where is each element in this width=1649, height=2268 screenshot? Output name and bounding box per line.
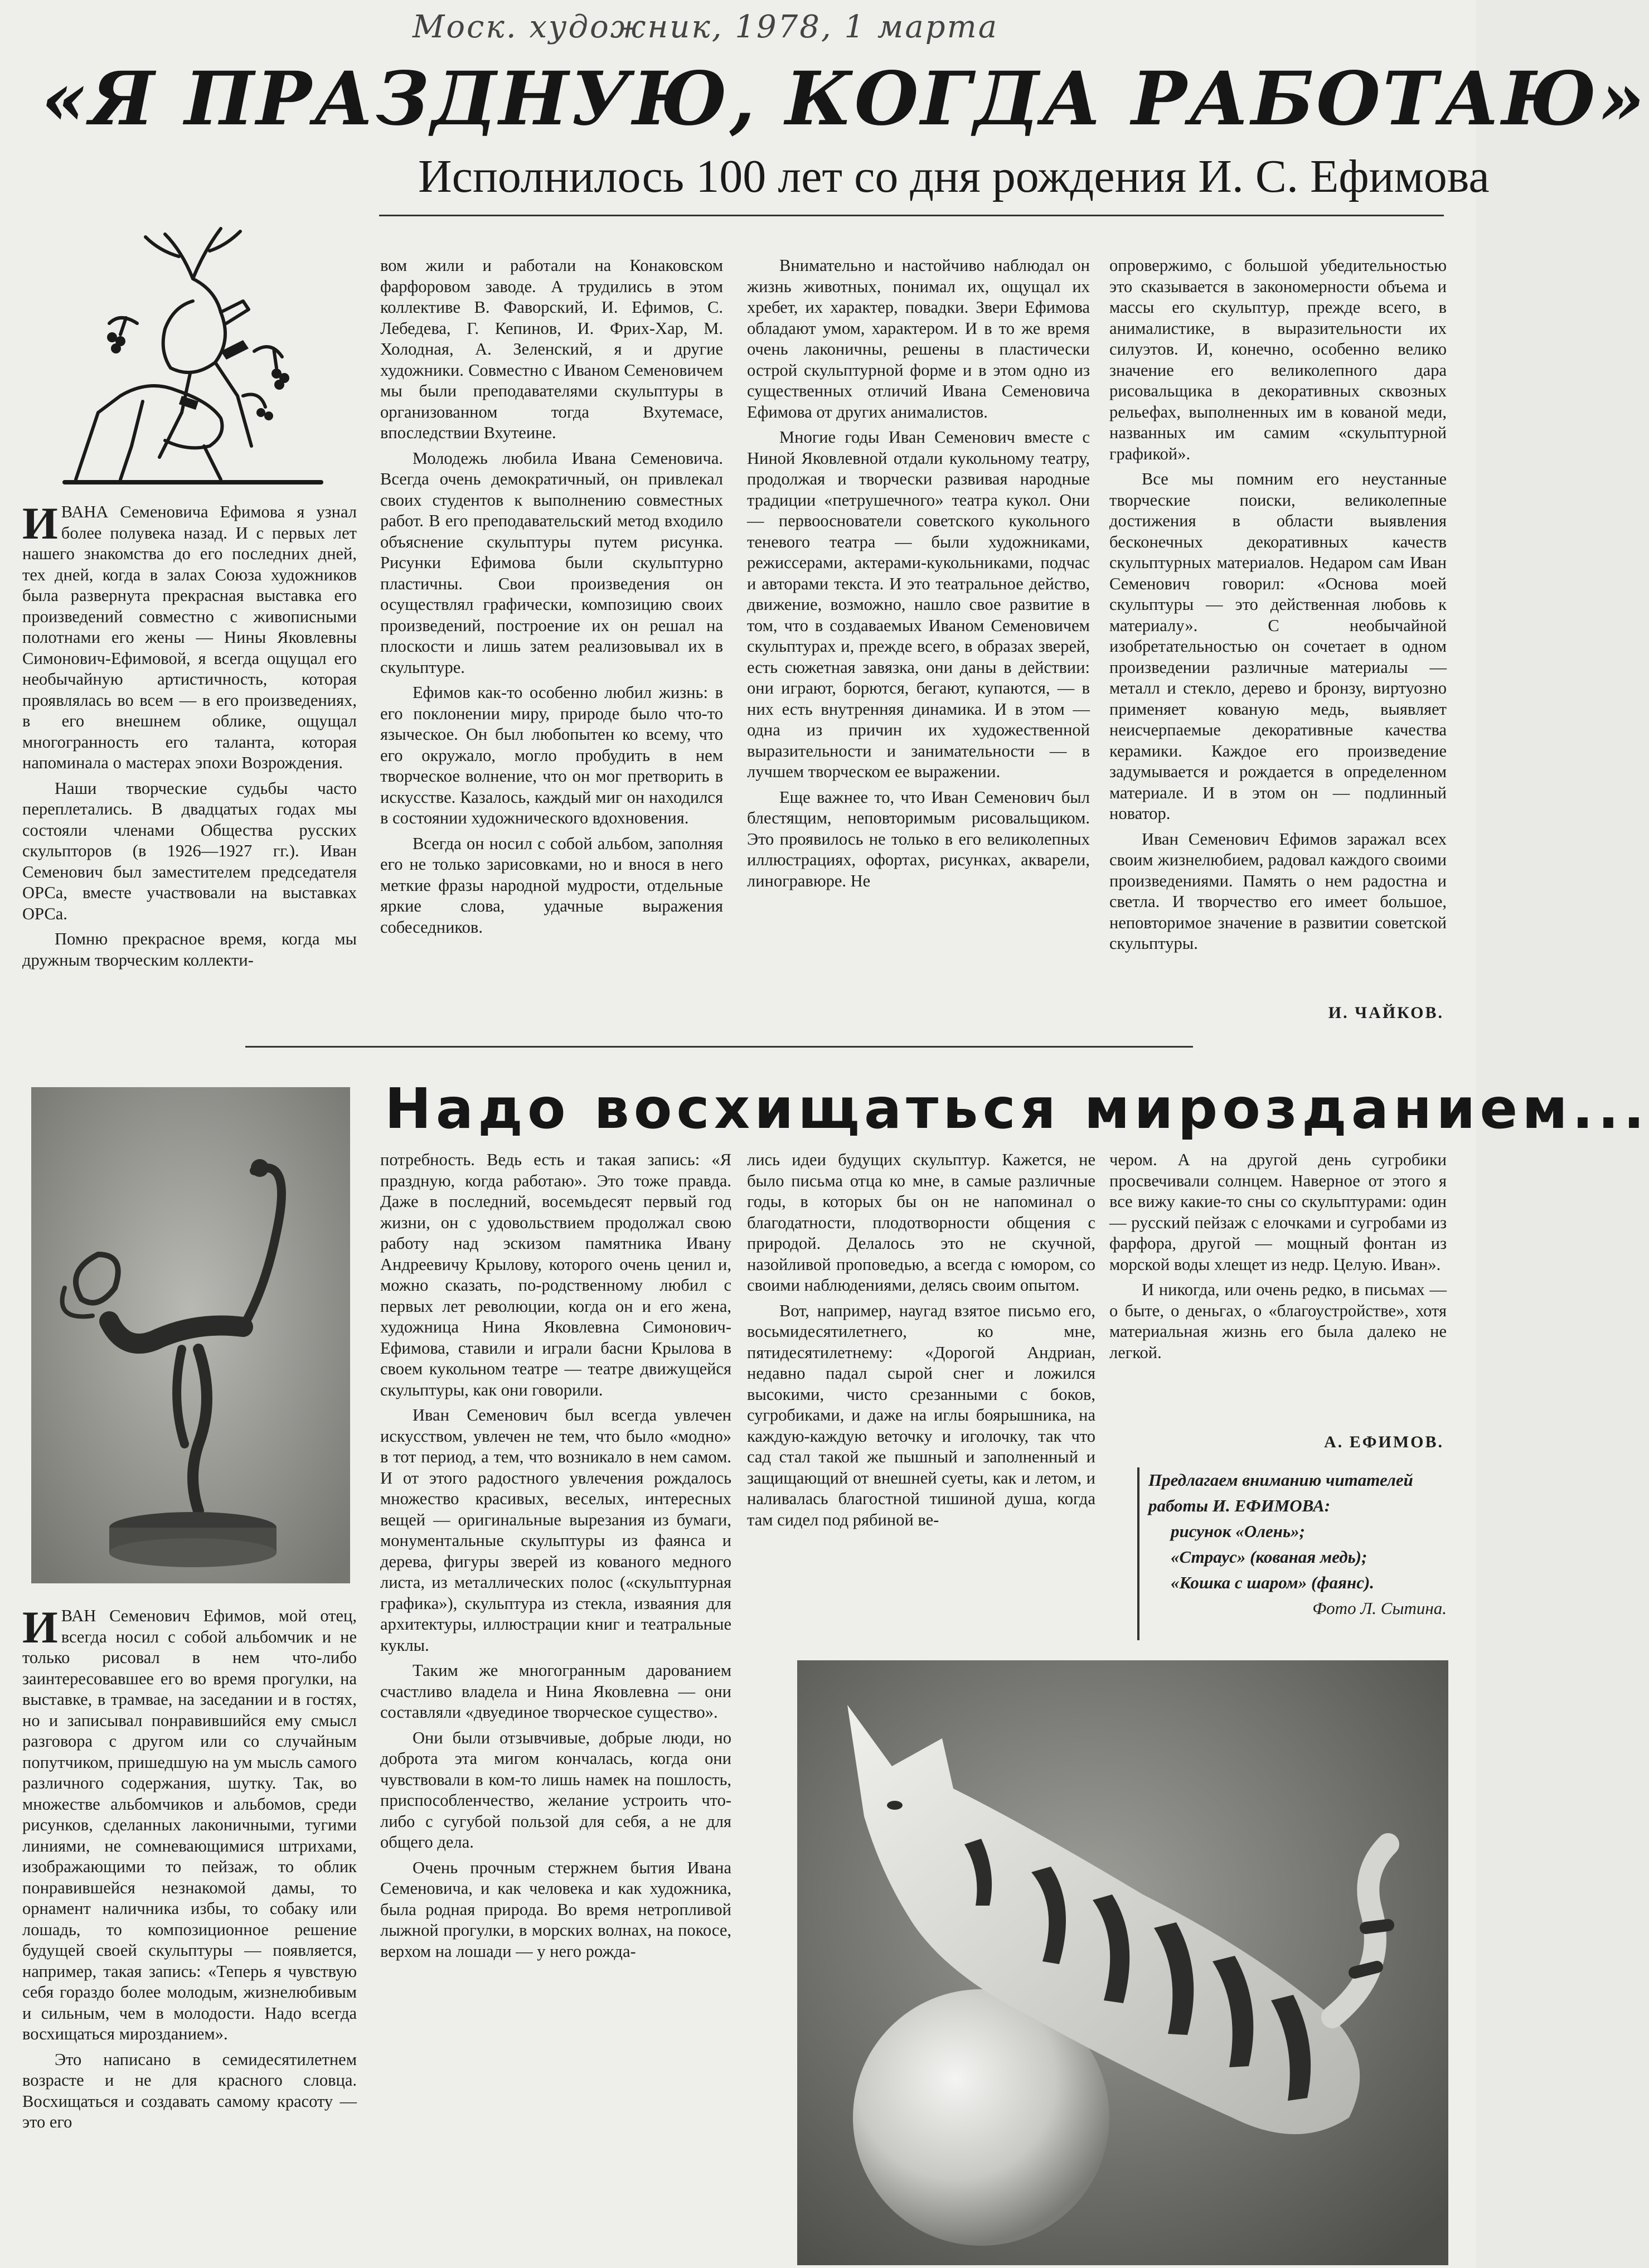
article1-column-3 (747, 255, 1090, 1030)
article2-paragraph: потребность. Ведь есть и такая запись: «Я праздную, когда работаю». Это тоже правда. Даже в последний, восемьдесят первый год жизни, он с удовольствием продолжал свою работу над эскизом памятника Ивану Андреевичу Крылову, которого очень ценил и, можно сказать, по-родственному любил с первых лет революции, когда он и его жена, художница Нина Яковлевна Симонович-Ефимова, ставили и играли басни Крылова в своем кукольном театре — театре движущейся скульптуры, как они говорили. (380, 1150, 731, 1399)
article2-paragraph: Вот, например, наугад взятое письмо его, восьмидесятилетнего, ко мне, пятидесятилетнему: «Дорогой Андриан, недавно падал сырой снег и ложился высокими, чисто срезанными с боков, сугробиками, и даже на иглы боярышника, на каждую-каждую веточку и иголочку, так что сад стал такой же пышный и заполненный и защищающий от внешней суеты, как и летом, и наливалась благостной тишиной душа, когда там сидел под рябиной ве- (747, 1301, 1095, 1529)
article2-paragraph: Иван Семенович был всегда увлечен искусством, увлечен не тем, что было «модно» в тот период, а тем, что возникало в нем самом. И от этого радостного увлечения рождалось множество красивых, веселых, интересных вещей — оригинальные вырезания из бумаги, монументальные скульптуры из фаянса и дерева, фигуры зверей из кованого медного листа, из металлических полос («скульптурная графика»), скульптура из стекла, изваяния для архитектуры, иллюстрации книг и театральные куклы. (380, 1406, 731, 1655)
subheadline-rule (379, 215, 1444, 216)
article2-paragraph: лись идеи будущих скульптур. Кажется, не было письма отца ко мне, в самые различные годы, в которых бы он не напоминал о благодатности, плодотворности общения с природой. Делалось это не скучной, назойливой проповедью, а всегда с юмором, со своими наблюдениями, делясь своим опытом. (747, 1150, 1095, 1295)
article1-paragraph: Иван Семенович Ефимов заражал всех своим жизнелюбием, радовал каждого своими произведениями. Память о нем радостна и светла. И творчество его имеет большое, неповторимое значение в развитии советской скульптуры. (1109, 829, 1447, 953)
cat-with-ball-sculpture-photo (797, 1660, 1448, 2265)
article2-paragraph: Очень прочным стержнем бытия Ивана Семеновича, и как человека и как художника, была родная природа. Во время нетропливой лыжной прогулки, в морских волнах, на покосе, верхом на лошади — у него рожда- (380, 1858, 731, 1961)
article1-paragraph: Многие годы Иван Семенович вместе с Ниной Яковлевной отдали кукольному театру, продолжая и творчески развивая народные традиции «петрушечного» театра кукол. Они — первооснователи советского кукольного теневого театра — были художниками, режиссерами, актерами-кукольниками, подчас и авторами текста. И это театральное действо, движение, возможно, нашло свое развитие в том, что в создаваемых Иваном Семеновичем скульптурах и, прежде всего, в образах зверей, есть сюжетная завязка, они даны в действии: они играют, борются, бегают, купаются, — в них есть внутренняя динамика. И в этом — одна из причин их художественной выразительности и занимательности — в лучшем творческом ее выражении. (747, 428, 1090, 781)
article1-paragraph: Молодежь любила Ивана Семеновича. Всегда очень демократичный, он привлекал своих студентов к выполнению совместных работ. В его преподавательский метод входило объяснение скульптуры путем рисунка. Рисунки Ефимова были скульптурно пластичны. Свои произведения он осуществлял графически, композицию своих произведений, построение их он решал на плоскости и лишь затем реализовывал их в скульптуре. (380, 448, 723, 677)
article2-column-2 (380, 1150, 731, 2265)
article2-paragraph: Они были отзывчивые, добрые люди, но доброта эта мигом кончалась, когда они чувствовали в ком-то лишь намек на пошлость, приспособленчество, желание устроить что-либо с сугубой пользой для себя, а не для общего дела. (380, 1728, 731, 1852)
caption-item-ostrich: «Страус» (кованая медь); (1171, 1547, 1367, 1567)
article1-paragraph: ИВАНА Семеновича Ефимова я узнал более полувека назад. И с первых лет нашего знакомства до его последних дней, тех дней, когда в залах Союза художников была развернута прекрасная выставка его произведений совместно с живописными полотнами его жены — Нины Яковлевны Симонович-Ефимовой, я всегда ощущал его необычайную артистичность, которая проявлялась во всем — в его произведениях, в его внешнем облике, ощущал многогранность его таланта, которая напоминала о мастерах эпохи Возрождения. (22, 498, 357, 772)
article1-paragraph: вом жили и работали на Конаковском фарфоровом заводе. А трудились в этом коллективе В. Фаворский, И. Ефимов, С. Лебедева, Г. Кепинов, И. Фрих-Хар, М. Холодная, А. Зеленский, я и другие художники. Совместно с Иваном Семеновичем мы были преподавателями скульптуры в организованном тогда Вхутемасе, впоследствии Вхутеине. (380, 256, 723, 442)
article1-paragraph: Всегда он носил с собой альбом, заполняя его не только зарисовками, но и внося в него меткие фразы народной мудрости, отдельные яркие слова, удачные выражения собеседников. (380, 833, 723, 937)
article1-paragraph: Все мы помним его неустанные творческие поиски, великолепные достижения в области выявления бесконечных декоративных качеств скульптурных материалов. Недаром сам Иван Семенович говорил: «Основа моей скульптуры — это действенная любовь к материалу». С необычайной изобретательностью он сочетает в одном произведении различные материалы — металл и стекло, дерево и бронзу, виртуозно применяет кованую медь, выявляет неисчерпаемые декоративные качества керамики. Каждое его произведение задумывается и рождается в определенном материале. И в этом он — подлинный новатор. (1109, 469, 1447, 823)
article1-signature: И. ЧАЙКОВ. (1328, 1004, 1444, 1022)
article2-column-1 (22, 1602, 357, 2264)
caption-intro: Предлагаем вниманию читателей работы И. ЕФИМОВА: (1148, 1470, 1413, 1515)
ostrich-sculpture-photo (31, 1087, 350, 1583)
article1-paragraph: Наши творческие судьбы часто переплетались. В двадцатых годах мы состояли членами Общества русских скульпторов (в 1926—1927 гг.). Иван Семенович был заместителем председателя ОРСа, вместе участвовали на выставках ОРСа. (22, 778, 357, 923)
article1-paragraph: Ефимов как-то особенно любил жизнь: в его поклонении миру, природе было что-то языческое. Он был любопытен ко всему, что его окружало, могло пробудить в нем творческое волнение, что он мог претворить в искусстве. Казалось, каждый миг он находился в состоянии художнического вдохновения. (380, 683, 723, 827)
handwritten-source-note: Моск. художник, 1978, 1 марта (413, 9, 999, 45)
article1-column-2 (380, 255, 723, 1030)
article2-paragraph: Таким же многогранным дарованием счастливо владела и Нина Яковлевна — они составляли «двуединое творческое существо». (380, 1661, 731, 1722)
article2-paragraph: И никогда, или очень редко, в письмах — о быте, о деньгах, о «благоустройстве», хотя материальная жизнь его была далеко не легкой. (1109, 1280, 1447, 1362)
article1-column-1 (22, 498, 357, 1026)
article-separator-rule (245, 1046, 1193, 1048)
article2-paragraph: чером. А на другой день сугробики просвечивали солнцем. Наверное от этого я все вижу какие-то сны со скульптурами: один — русский пейзаж с елочками и сугробами из фарфора, другой — мощный фонтан из морской воды хлещет из недр. Целую. Иван». (1109, 1150, 1447, 1274)
article2-paragraph: ИВАН Семенович Ефимов, мой отец, всегда носил с собой альбомчик и не только рисовал в нем что-либо заинтересовавшее его во время прогулки, на выставке, в трамвае, на заседании и в гостях, но и записывал понравившийся ему смысл разговора с другом или со случайным попутчиком, пришедшую на ум мысль самого различного содержания, шутку. Так, во множестве альбомчиков и альбомов, среди рисунков, сделанных лаконичными, тугими линиями, не сомневающимися штрихами, изображающими то пейзаж, то облик понравившейся незнакомой дамы, то орнамент наличника избы, то собаку или лошадь, то композиционное решение будущей своей скульптуры — появляется, например, такая запись: «Теперь я чувствую себя гораздо более молодым, жизнелюбивым и сильным, чем в молодости. Надо всегда восхищаться мирозданием». (22, 1602, 357, 2043)
caption-item-deer: рисунок «Олень»; (1171, 1521, 1305, 1541)
article1-paragraph: Помню прекрасное время, когда мы дружным творческим коллекти- (22, 929, 357, 970)
article2-column-3 (747, 1150, 1095, 1640)
article1-paragraph: опровержимо, с большой убедительностью это сказывается в закономерности объема и массы его скульптур, прежде всего, в анималистике, в выразительности их силуэтов. И, конечно, особенно велико значение его великолепного дара рисовальщика в декоративных сквозных рельефах, выполненных им в кованой меди, названных им самим «скульптурной графикой». (1109, 256, 1447, 463)
article1-paragraph: Еще важнее то, что Иван Семенович был блестящим, неповторимым рисовальщиком. Это проявилось не только в его великолепных иллюстрациях, офортах, рисунках, акварели, линогравюре. Не (747, 787, 1090, 890)
article2-headline: Надо восхищаться мирозданием... (385, 1076, 1649, 1141)
photo-caption-box (1137, 1467, 1447, 1640)
article1-headline: «Я ПРАЗДНУЮ, КОГДА РАБОТАЮ» (41, 56, 1647, 142)
deer-drawing-illustration (54, 212, 349, 491)
article2-column-4 (1109, 1150, 1447, 1440)
article1-paragraph: Внимательно и настойчиво наблюдал он жизнь животных, понимал их, ощущал их хребет, их характер, повадки. Звери Ефимова обладают умом, характером. И в то же время очень лаконичны, решены в пластически острой скульптурной форме и в этом одно из существенных отличий Ивана Семеновича Ефимова от других анималистов. (747, 256, 1090, 421)
article1-subheadline: Исполнилось 100 лет со дня рождения И. С. Ефимова (418, 151, 1490, 202)
article2-signature: А. ЕФИМОВ. (1324, 1433, 1444, 1451)
photo-credit: Фото Л. Сытина. (1312, 1598, 1447, 1618)
article2-paragraph: Это написано в семидесятилетнем возрасте и не для красного словца. Восхищаться и создавать самому красоту — это его (22, 2049, 357, 2131)
caption-item-cat: «Кошка с шаром» (фаянс). (1171, 1573, 1375, 1592)
article1-column-4 (1109, 255, 1447, 997)
